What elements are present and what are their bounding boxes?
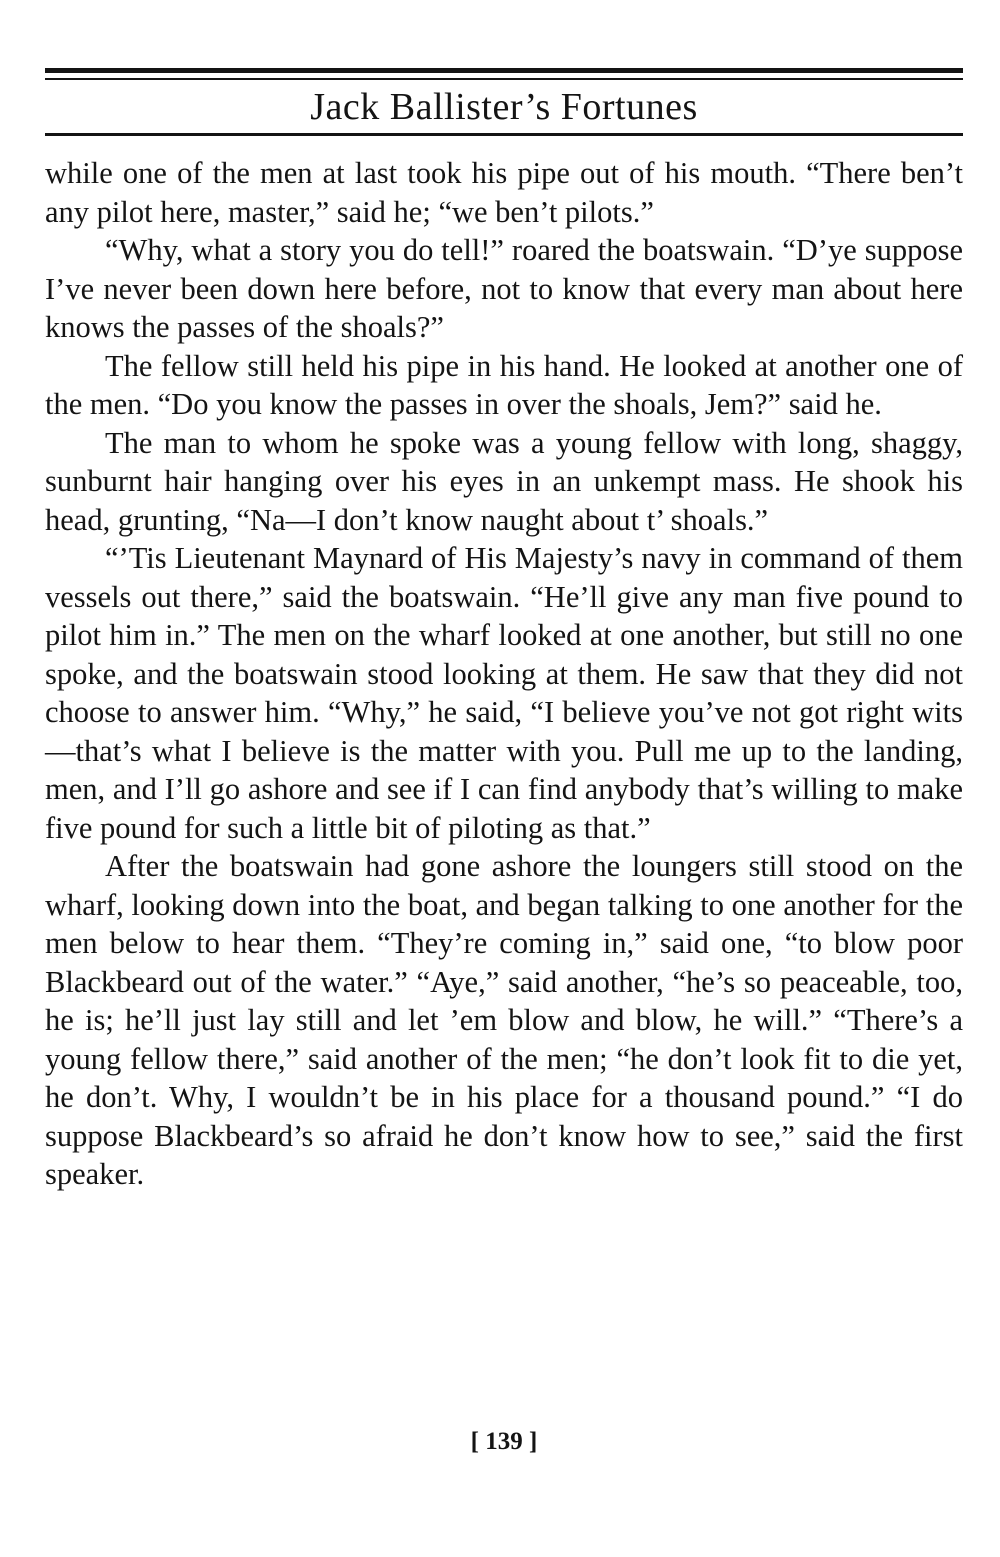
header-rule-bottom <box>45 133 963 136</box>
paragraph: After the boatswain had gone ashore the loungers still stood on the wharf, looking down into the boat, and began talking to one another for the men below to hear them. “They’re coming in,” said one, “to blow poor Blackbeard out of the water.” “Aye,” said another, “he’s so peaceable, too, he is; he’ll just lay still and let ’em blow and blow, he will.” “There’s a young fellow there,” said another of the men; “he don’t look fit to die yet, he don’t. Why, I wouldn’t be in his place for a thousand pound.” “I do suppose Blackbeard’s so afraid he don’t know how to see,” said the first speaker. <box>45 849 963 1191</box>
running-head-title: Jack Ballister’s Fortunes <box>310 86 698 128</box>
paragraph: “’Tis Lieutenant Maynard of His Majesty’s navy in command of them vessels out there,” said the boatswain. “He’ll give any man five pound to pilot him in.” The men on the wharf looked at one another, but still no one spoke, and the boatswain stood looking at them. He saw that they did not choose to answer him. “Why,” he said, “I believe you’ve not got right wits—that’s what I believe is the matter with you. Pull me up to the landing, men, and I’ll go ashore and see if I can find anybody that’s willing to make five pound for such a little bit of piloting as that.” <box>45 541 963 845</box>
header-rule-thick <box>45 68 963 73</box>
paragraph: “Why, what a story you do tell!” roared the boatswain. “D’ye suppose I’ve never been down here before, not to know that every man about here knows the passes of the shoals?” <box>45 233 963 344</box>
page-number: [ 139 ] <box>470 1428 538 1455</box>
header-rule-thin <box>45 78 963 80</box>
paragraph: The fellow still held his pipe in his hand. He looked at another one of the men. “Do you know the passes in over the shoals, Jem?” said he. <box>45 348 963 421</box>
paragraph: The man to whom he spoke was a young fellow with long, shaggy, sunburnt hair hanging over his eyes in an unkempt mass. He shook his head, grunting, “Na—I don’t know naught about t’ shoals.” <box>45 425 963 537</box>
book-page <box>45 0 963 1557</box>
paragraph-continued: while one of the men at last took his pipe out of his mouth. “There ben’t any pilot here, master,” said he; “we ben’t pilots.” <box>45 156 963 229</box>
body-text <box>45 154 963 1194</box>
